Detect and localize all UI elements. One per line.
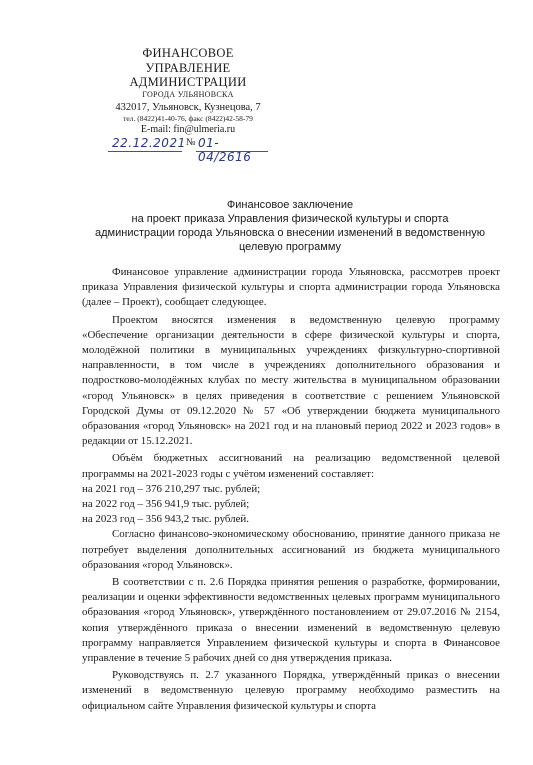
paragraph-budget: Объём бюджетных ассигнований на реализацию ведомственной целевой программы на 2021-2023 годы с учётом изменений составляет: xyxy=(82,452,500,480)
registration-number-label: № xyxy=(186,137,196,148)
title-line2: на проект приказа Управления физической культуры и спорта xyxy=(131,213,449,225)
paragraph-publication: Руководствуясь п. 2.7 указанного Порядка, утверждённый приказ о внесении изменений в ведомственную целевую программу необходимо разместить на официальном сайте Управления физической культуры и спорта xyxy=(82,669,500,712)
paragraph-procedure: В соответствии с п. 2.6 Порядка принятия решения о разработке, формировании, реализации и оценки эффективности ведомственных целевых программ муниципального образования «город Ульяновск», утверждённого постановлением от 29.07.2016 № 2154, копия утверждённого приказа о внесении изменений в ведомственную целевую программу направляется Управлением физической культуры и спорта в Финансовое управление в течение 5 рабочих дней со дня утверждения приказа. xyxy=(82,576,500,665)
letterhead xyxy=(88,46,288,136)
budget-item-2021: на 2021 год – 376 210,297 тыс. рублей; xyxy=(82,482,261,495)
org-address: 432017, Ульяновск, Кузнецова, 7 xyxy=(115,101,261,113)
org-email: E-mail: fin@ulmeria.ru xyxy=(140,123,236,135)
title-line3: администрации города Ульяновска о внесении изменений в ведомственную xyxy=(95,227,485,239)
budget-item-2023: на 2023 год – 356 943,2 тыс. рублей. xyxy=(82,513,249,526)
budget-item-2022: на 2022 год – 356 941,9 тыс. рублей; xyxy=(82,498,250,511)
paragraph-intro: Финансовое управление администрации города Ульяновска, рассмотрев проект приказа Управления физической культуры и спорта администрации города Ульяновска (далее – Проект), сообщает следующее. xyxy=(82,266,500,309)
org-name-line2: УПРАВЛЕНИЕ xyxy=(145,60,231,75)
org-phones: тел. (8422)41-40-76, факс (8422)42-58-79 xyxy=(123,113,253,123)
registration-line xyxy=(108,136,268,164)
document-body xyxy=(82,265,500,714)
org-city: ГОРОДА УЛЬЯНОВСКА xyxy=(142,89,234,99)
org-name-line1: ФИНАНСОВОЕ xyxy=(142,46,234,60)
paragraph-justification: Согласно финансово-экономическому обоснованию, принятие данного приказа не потребует выделения дополнительных ассигнований из бюджета муниципального образования «город Ульяновск». xyxy=(82,528,500,571)
number-underline xyxy=(196,151,268,152)
title-line1: Финансовое заключение xyxy=(226,199,354,211)
paragraph-changes: Проектом вносятся изменения в ведомственную целевую программу «Обеспечение организации деятельности в сфере физической культуры и спорта, молодёжной политики в муниципальных учреждениях физкультурно-спортивной направленности, в том числе в учреждениях дополнительного образования и подростково-молодёжных клубах по месту жительства в муниципальном образовании «город Ульяновск» в целях приведения в соответствие с решением Ульяновской Городской Думы от 09.12.2020 № 57 «Об утверждении бюджета муниципального образования «город Ульяновск» на 2021 год и на плановый период 2022 и 2023 годов» в редакции от 15.12.2021. xyxy=(82,313,500,448)
registration-date: 22.12.2021 xyxy=(112,136,186,150)
registration-number: 01-04/2616 xyxy=(198,136,252,164)
title-line4: целевую программу xyxy=(238,241,342,253)
document-title xyxy=(80,198,500,254)
date-underline xyxy=(108,151,182,152)
org-name-line3: АДМИНИСТРАЦИИ xyxy=(129,75,247,89)
